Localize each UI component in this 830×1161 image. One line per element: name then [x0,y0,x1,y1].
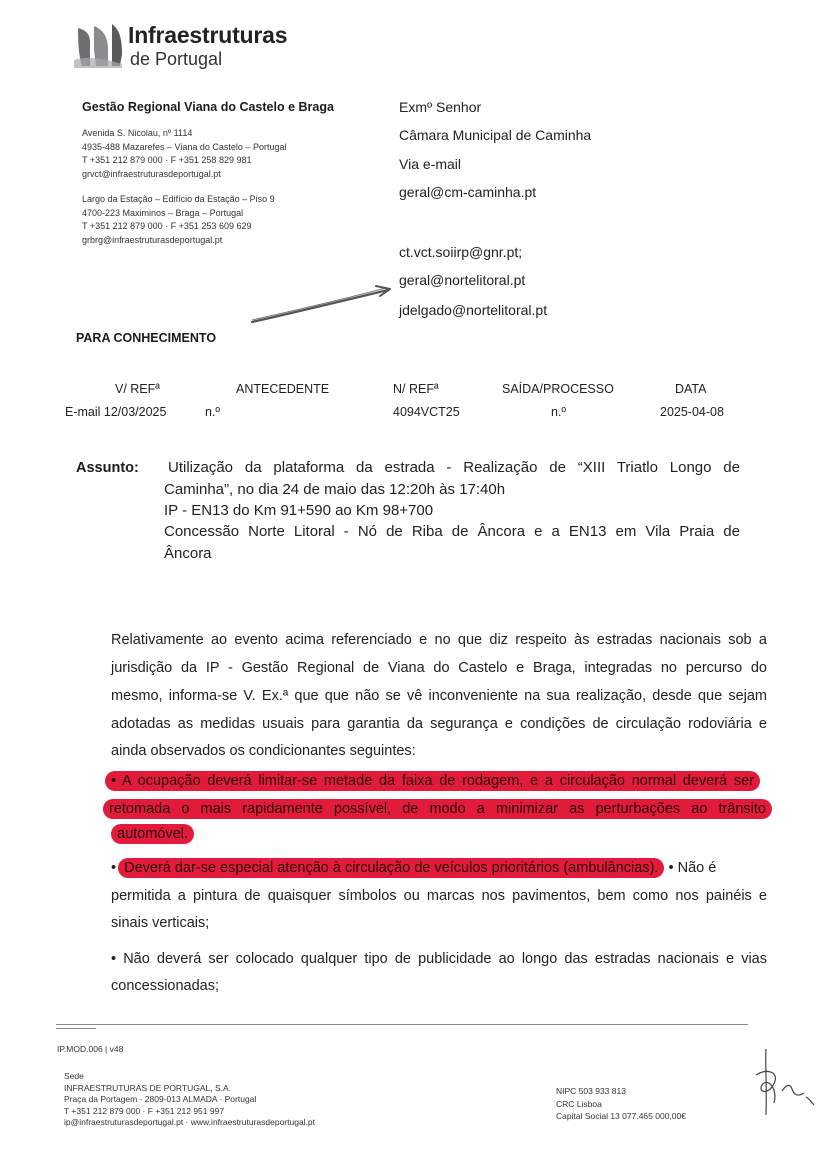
bullet-1-text: A ocupação deverá limitar-se metade da faixa de rodagem, e a circulação normal deverá ser [122,773,755,789]
footer-divider [56,1028,96,1029]
bullet-glyph: • [111,773,117,789]
cc-email: ct.vct.soiirp@gnr.pt; [399,244,523,260]
recipient-delivery: Via e-mail [399,156,461,172]
form-code: IP.MOD.006 | v48 [57,1044,124,1054]
sender-office-2 [82,193,275,247]
body-line: jurisdição da IP - Gestão Regional de Viana do Castelo e Braga, integradas no percurso do [111,660,767,676]
cc-email: jdelgado@nortelitoral.pt [399,302,548,318]
logo-name-line1: Infraestruturas [128,22,288,48]
ref-header-nref: N/ REFª [393,382,439,396]
recipient-salutation: Exmº Senhor [399,99,482,115]
subject-line: Âncora [164,545,212,562]
body-line: ainda observados os condicionantes seguintes: [111,743,416,759]
sede-label: Sede [64,1071,84,1081]
office2-phone: T +351 212 879 000 · F +351 253 609 629 [82,221,252,231]
handwritten-arrow-icon [248,280,398,326]
subject-line: IP - EN13 do Km 91+590 ao Km 98+700 [164,502,434,519]
nipc: NIPC 503 933 813 [556,1086,626,1096]
sender-office-1 [82,127,286,181]
recipient-name: Câmara Municipal de Caminha [399,127,592,143]
office2-address: Largo da Estação – Edifício da Estação – Piso 9 [82,194,275,204]
ref-value-data: 2025-04-08 [660,405,724,419]
body-line: Relativamente ao evento acima referenciado e no que diz respeito às estradas nacionais sob a [111,632,767,648]
sede-phone: T +351 212 879 000 · F +351 212 951 997 [64,1105,225,1116]
body-line: adotadas as medidas usuais para garantia da segurança e condições de circulação rodoviária e [111,716,767,732]
crc: CRC Lisboa [556,1098,602,1109]
bullet-1-line [111,826,767,842]
ref-header-vref: V/ REFª [115,382,160,396]
subject-line: Concessão Norte Litoral - Nó de Riba de Âncora e a EN13 em Vila Praia de [164,523,740,540]
ref-value-vref: E-mail 12/03/2025 [65,405,167,419]
capital-social: Capital Social 13 077.465 000,00€ [556,1111,686,1121]
bullet-1-line [111,771,767,791]
bullet-1-line [111,799,767,819]
bullet-glyph: • [111,860,117,876]
company-logo-mark [72,20,124,70]
office1-email: grvct@infraestruturasdeportugal.pt [82,168,221,179]
subject-line: Caminha”, no dia 24 de maio das 12:20h às 17:40h [164,481,506,498]
sede-company: INFRAESTRUTURAS DE PORTUGAL, S.A. [64,1082,232,1093]
ref-header-antecedente: ANTECEDENTE [236,382,330,396]
ref-header-data: DATA [675,382,707,396]
office2-email: grbrg@infraestruturasdeportugal.pt [82,234,223,245]
body-line: mesmo, informa-se V. Ex.ª que que não se vê inconveniente na sua realização, desde que sejam [111,688,767,704]
recipient-email: geral@cm-caminha.pt [399,184,537,200]
bullet-2-line: sinais verticais; [111,915,210,931]
ref-value-antecedente: n.º [205,405,220,419]
bullet-3-line [111,951,767,967]
sender-title: Gestão Regional Viana do Castelo e Braga [82,100,334,114]
bullet-glyph: • [111,951,117,967]
subject-line: Utilização da plataforma da estrada - Realização de “XIII Triatlo Longo de [168,459,740,476]
subject-label: Assunto: [76,460,139,476]
office1-city: 4935-488 Mazarefes – Viana do Castelo – Portugal [82,141,287,152]
footer-divider [56,1024,748,1025]
sede-contacts: ip@infraestruturasdeportugal.pt · www.infraestruturasdeportugal.pt [64,1117,316,1127]
office1-address: Avenida S. Nicolau, nº 1114 [82,128,193,138]
bullet-glyph: • [668,860,674,876]
ref-value-saida: n.º [551,405,566,419]
ref-header-saida: SAÍDA/PROCESSO [502,382,614,396]
office1-phone: T +351 212 879 000 · F +351 258 829 981 [82,155,252,165]
footer-company-info [556,1085,686,1123]
highlighted-text: automóvel. [111,824,194,844]
bullet-3-line: concessionadas; [111,978,220,994]
bullet-2-line: permitida a pintura de quaisquer símbolos ou marcas nos pavimentos, bem como nos painéis e [111,888,767,904]
logo-name-line2: de Portugal [130,49,223,69]
bullet-3-text: Não deverá ser colocado qualquer tipo de publicidade ao longo das estradas nacionais e vias [123,951,767,967]
bullet-2-line [111,860,767,876]
highlighted-text: retomada o mais rapidamente possível, de modo a minimizar as perturbações ao trânsito [103,799,772,819]
bullet-2-text: Não é [677,860,717,876]
office2-city: 4700-223 Maximinos – Braga – Portugal [82,207,244,218]
cc-email: geral@nortelitoral.pt [399,272,526,288]
sede-address: Praça da Portagem · 2809-013 ALMADA · Portugal [64,1094,257,1104]
cc-label: PARA CONHECIMENTO [76,331,217,345]
highlighted-text [105,771,760,791]
handwritten-signature-icon [738,1045,818,1125]
ref-value-nref: 4094VCT25 [393,405,460,419]
footer-sede [64,1071,315,1129]
highlighted-text: Deverá dar-se especial atenção à circulação de veículos prioritários (ambulâncias). [118,858,664,878]
